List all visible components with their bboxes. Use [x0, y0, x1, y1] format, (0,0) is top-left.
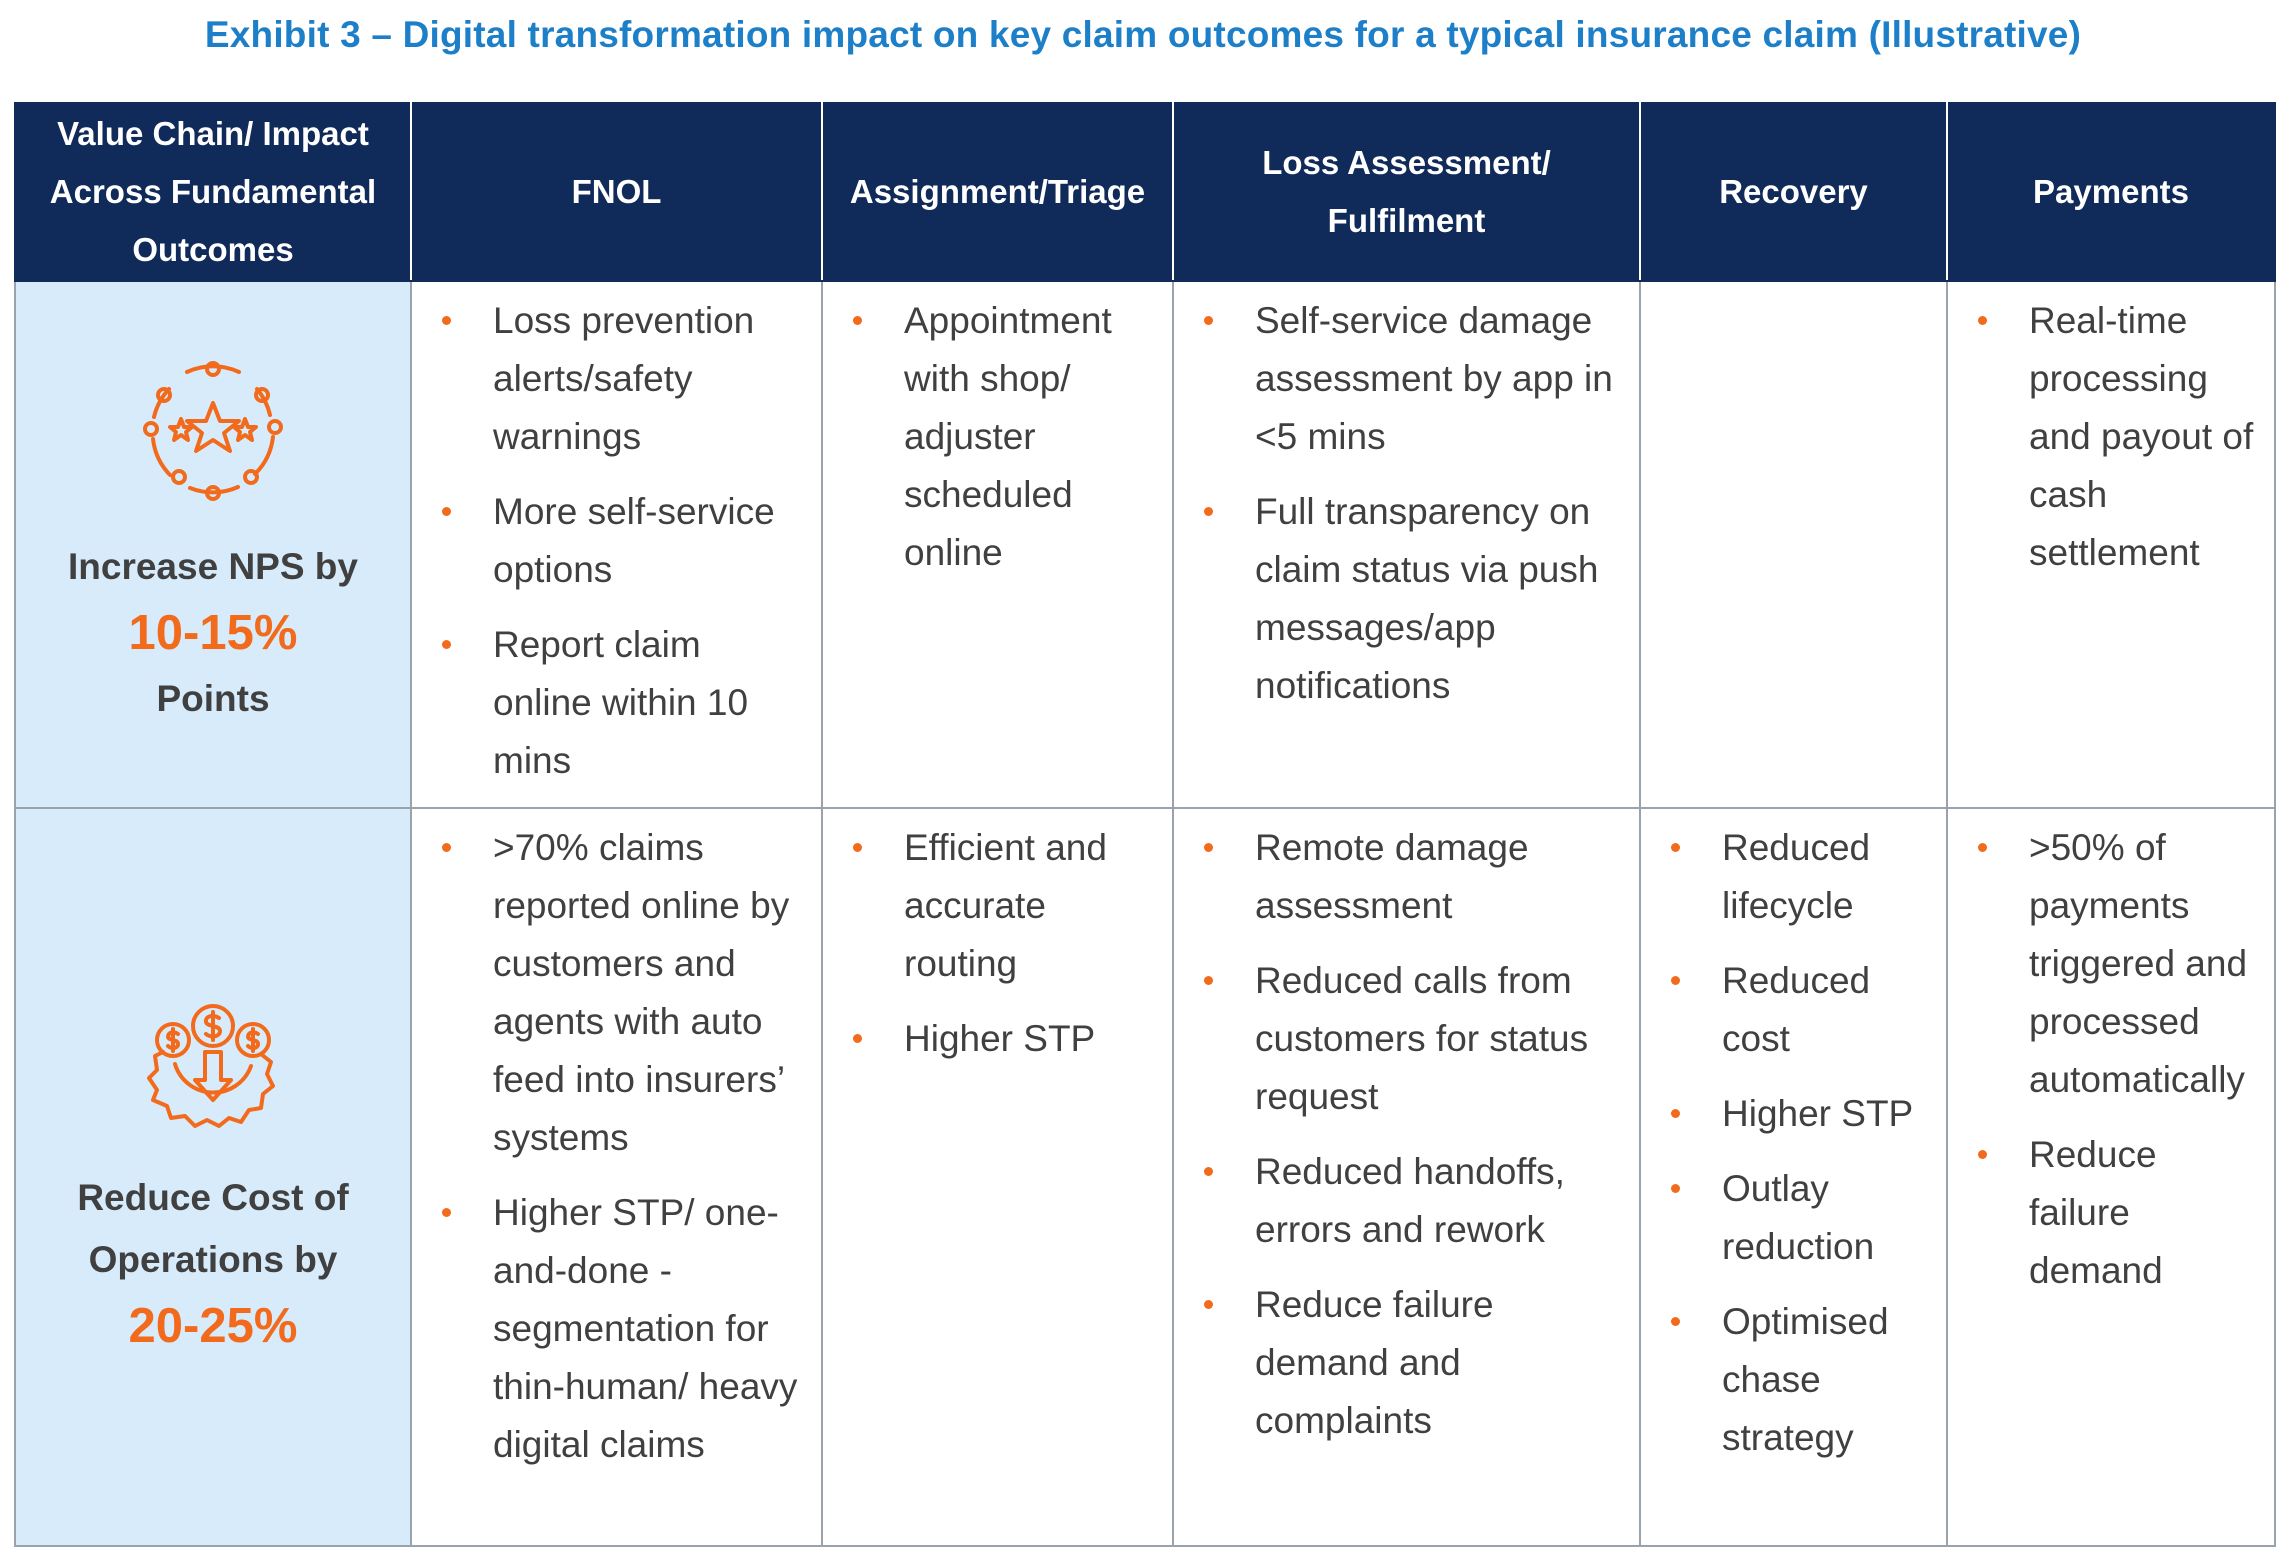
list-item: Report claim online within 10 mins — [412, 616, 805, 790]
cell-cost-payments — [1947, 808, 2275, 1546]
list-item: Reduce failure demand — [1948, 1126, 2258, 1300]
star-circle-icon — [26, 359, 400, 522]
list-item: Reduced handoffs, errors and rework — [1174, 1143, 1623, 1259]
cell-nps-payments — [1947, 281, 2275, 808]
table-row — [15, 281, 2275, 808]
list-item: Appointment with shop/ adjuster scheduled online — [823, 292, 1156, 582]
header-assignment-triage: Assignment/Triage — [822, 103, 1173, 281]
outcome-cost-percentage: 20-25% — [128, 1298, 298, 1353]
list-item: Real-time processing and payout of cash settlement — [1948, 292, 2258, 582]
cell-nps-fnol — [411, 281, 822, 808]
header-loss-assessment: Loss Assessment/ Fulfilment — [1173, 103, 1640, 281]
cell-cost-fnol — [411, 808, 822, 1546]
list-item: Efficient and accurate routing — [823, 819, 1156, 993]
header-row — [15, 103, 2275, 281]
header-recovery: Recovery — [1640, 103, 1947, 281]
list-item: Higher STP/ one-and-done - segmentation for thin-human/ heavy digital claims — [412, 1184, 805, 1474]
list-item: Higher STP — [1641, 1085, 1930, 1143]
outcome-nps-label: Increase NPS by — [68, 546, 358, 587]
table-row — [15, 808, 2275, 1546]
list-item: Reduced cost — [1641, 952, 1930, 1068]
dollar-coins-gear-icon — [26, 994, 400, 1153]
header-fnol: FNOL — [411, 103, 822, 281]
cell-cost-assignment — [822, 808, 1173, 1546]
list-item: >50% of payments triggered and processed automatically — [1948, 819, 2258, 1109]
header-value-chain: Value Chain/ Impact Across Fundamental Outcomes — [15, 103, 411, 281]
list-item: Self-service damage assessment by app in <5 mins — [1174, 292, 1623, 466]
list-item: More self-service options — [412, 483, 805, 599]
header-payments: Payments — [1947, 103, 2275, 281]
cell-nps-assignment — [822, 281, 1173, 808]
outcome-cell-cost — [15, 808, 411, 1546]
list-item: Remote damage assessment — [1174, 819, 1623, 935]
outcome-nps-percentage: 10-15% — [128, 606, 298, 660]
list-item: Reduced lifecycle — [1641, 819, 1930, 935]
impact-table — [14, 102, 2276, 1547]
list-item: Reduced calls from customers for status request — [1174, 952, 1623, 1126]
list-item: Full transparency on claim status via push messages/app notifications — [1174, 483, 1623, 715]
outcome-nps-unit: Points — [156, 678, 270, 719]
list-item: Outlay reduction — [1641, 1160, 1930, 1276]
list-item: Reduce failure demand and complaints — [1174, 1276, 1623, 1450]
list-item: >70% claims reported online by customers and agents with auto feed into insurers’ systems — [412, 819, 805, 1167]
cell-cost-loss-assessment — [1173, 808, 1640, 1546]
outcome-cost-label: Reduce Cost of Operations by — [77, 1176, 349, 1280]
outcome-cell-nps — [15, 281, 411, 808]
list-item: Loss prevention alerts/safety warnings — [412, 292, 805, 466]
exhibit-title: Exhibit 3 – Digital transformation impact on key claim outcomes for a typical insurance claim (Illustrative) — [204, 14, 2082, 55]
cell-cost-recovery — [1640, 808, 1947, 1546]
cell-nps-loss-assessment — [1173, 281, 1640, 808]
list-item: Optimised chase strategy — [1641, 1293, 1930, 1467]
list-item: Higher STP — [823, 1010, 1156, 1068]
cell-nps-recovery — [1640, 281, 1947, 808]
